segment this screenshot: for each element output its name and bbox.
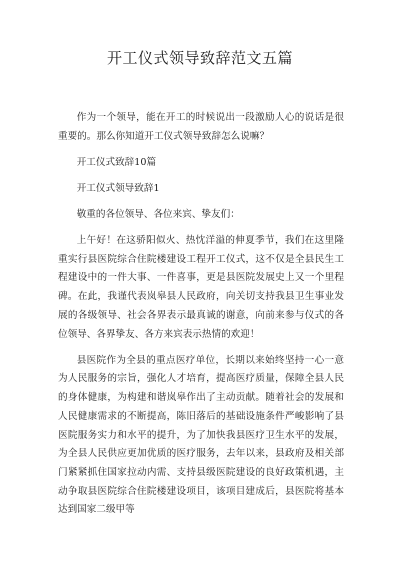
body-paragraph: 县医院作为全县的重点医疗单位，长期以来始终坚持一心一意为人民服务的宗旨，强化人才培育，提高医疗质量，保障全县人民的身体健康，为构建和谐岚皋作出了主动贡献。随着社会的发展和人民健康需求的不断提高，陈旧落后的基础设施条件严峻影响了县医院服务实力和水平的提升，为了加快我县医疗卫生水平的发展，为全县人民供应更加优质的医疗服务，去年以来，县政府及相关部门紧紧抓住国家拉动内需、支持县级医院建设的良好政策机遇，主动争取县医院综合住院楼建设项目，该项目建成后，县医院将基本达到国家二级甲等	[58, 354, 344, 516]
intro-paragraph: 作为一个领导，能在开工的时候说出一段激励人心的说话是很重要的。那么你知道开工仪式领导致辞怎么说嘛？	[58, 112, 344, 142]
section-heading: 开工仪式致辞10篇	[76, 156, 157, 168]
body-paragraph: 上午好！在这骄阳似火、热忱洋溢的伸夏季节，我们在这里隆重实行县医院综合住院楼建设工程开工仪式，这不仅是全县民生工程建设中的一件大事、一件喜事，更是县医院发展史上又一个里程碑。在此，我谨代表岚皋县人民政府，向关切支持我县卫生事业发展的各级领导、社会各界表示最真诚的谢意，向前来参与仪式的各位领导、各界挚友、各方来宾表示热情的欢迎！	[58, 235, 344, 340]
speech-heading: 开工仪式领导致辞1	[76, 182, 160, 194]
document-body	[58, 109, 344, 527]
document-title: 开工仪式领导致辞范文五篇	[106, 49, 293, 67]
salutation: 敬重的各位领导、各位来宾、挚友们：	[76, 208, 240, 220]
